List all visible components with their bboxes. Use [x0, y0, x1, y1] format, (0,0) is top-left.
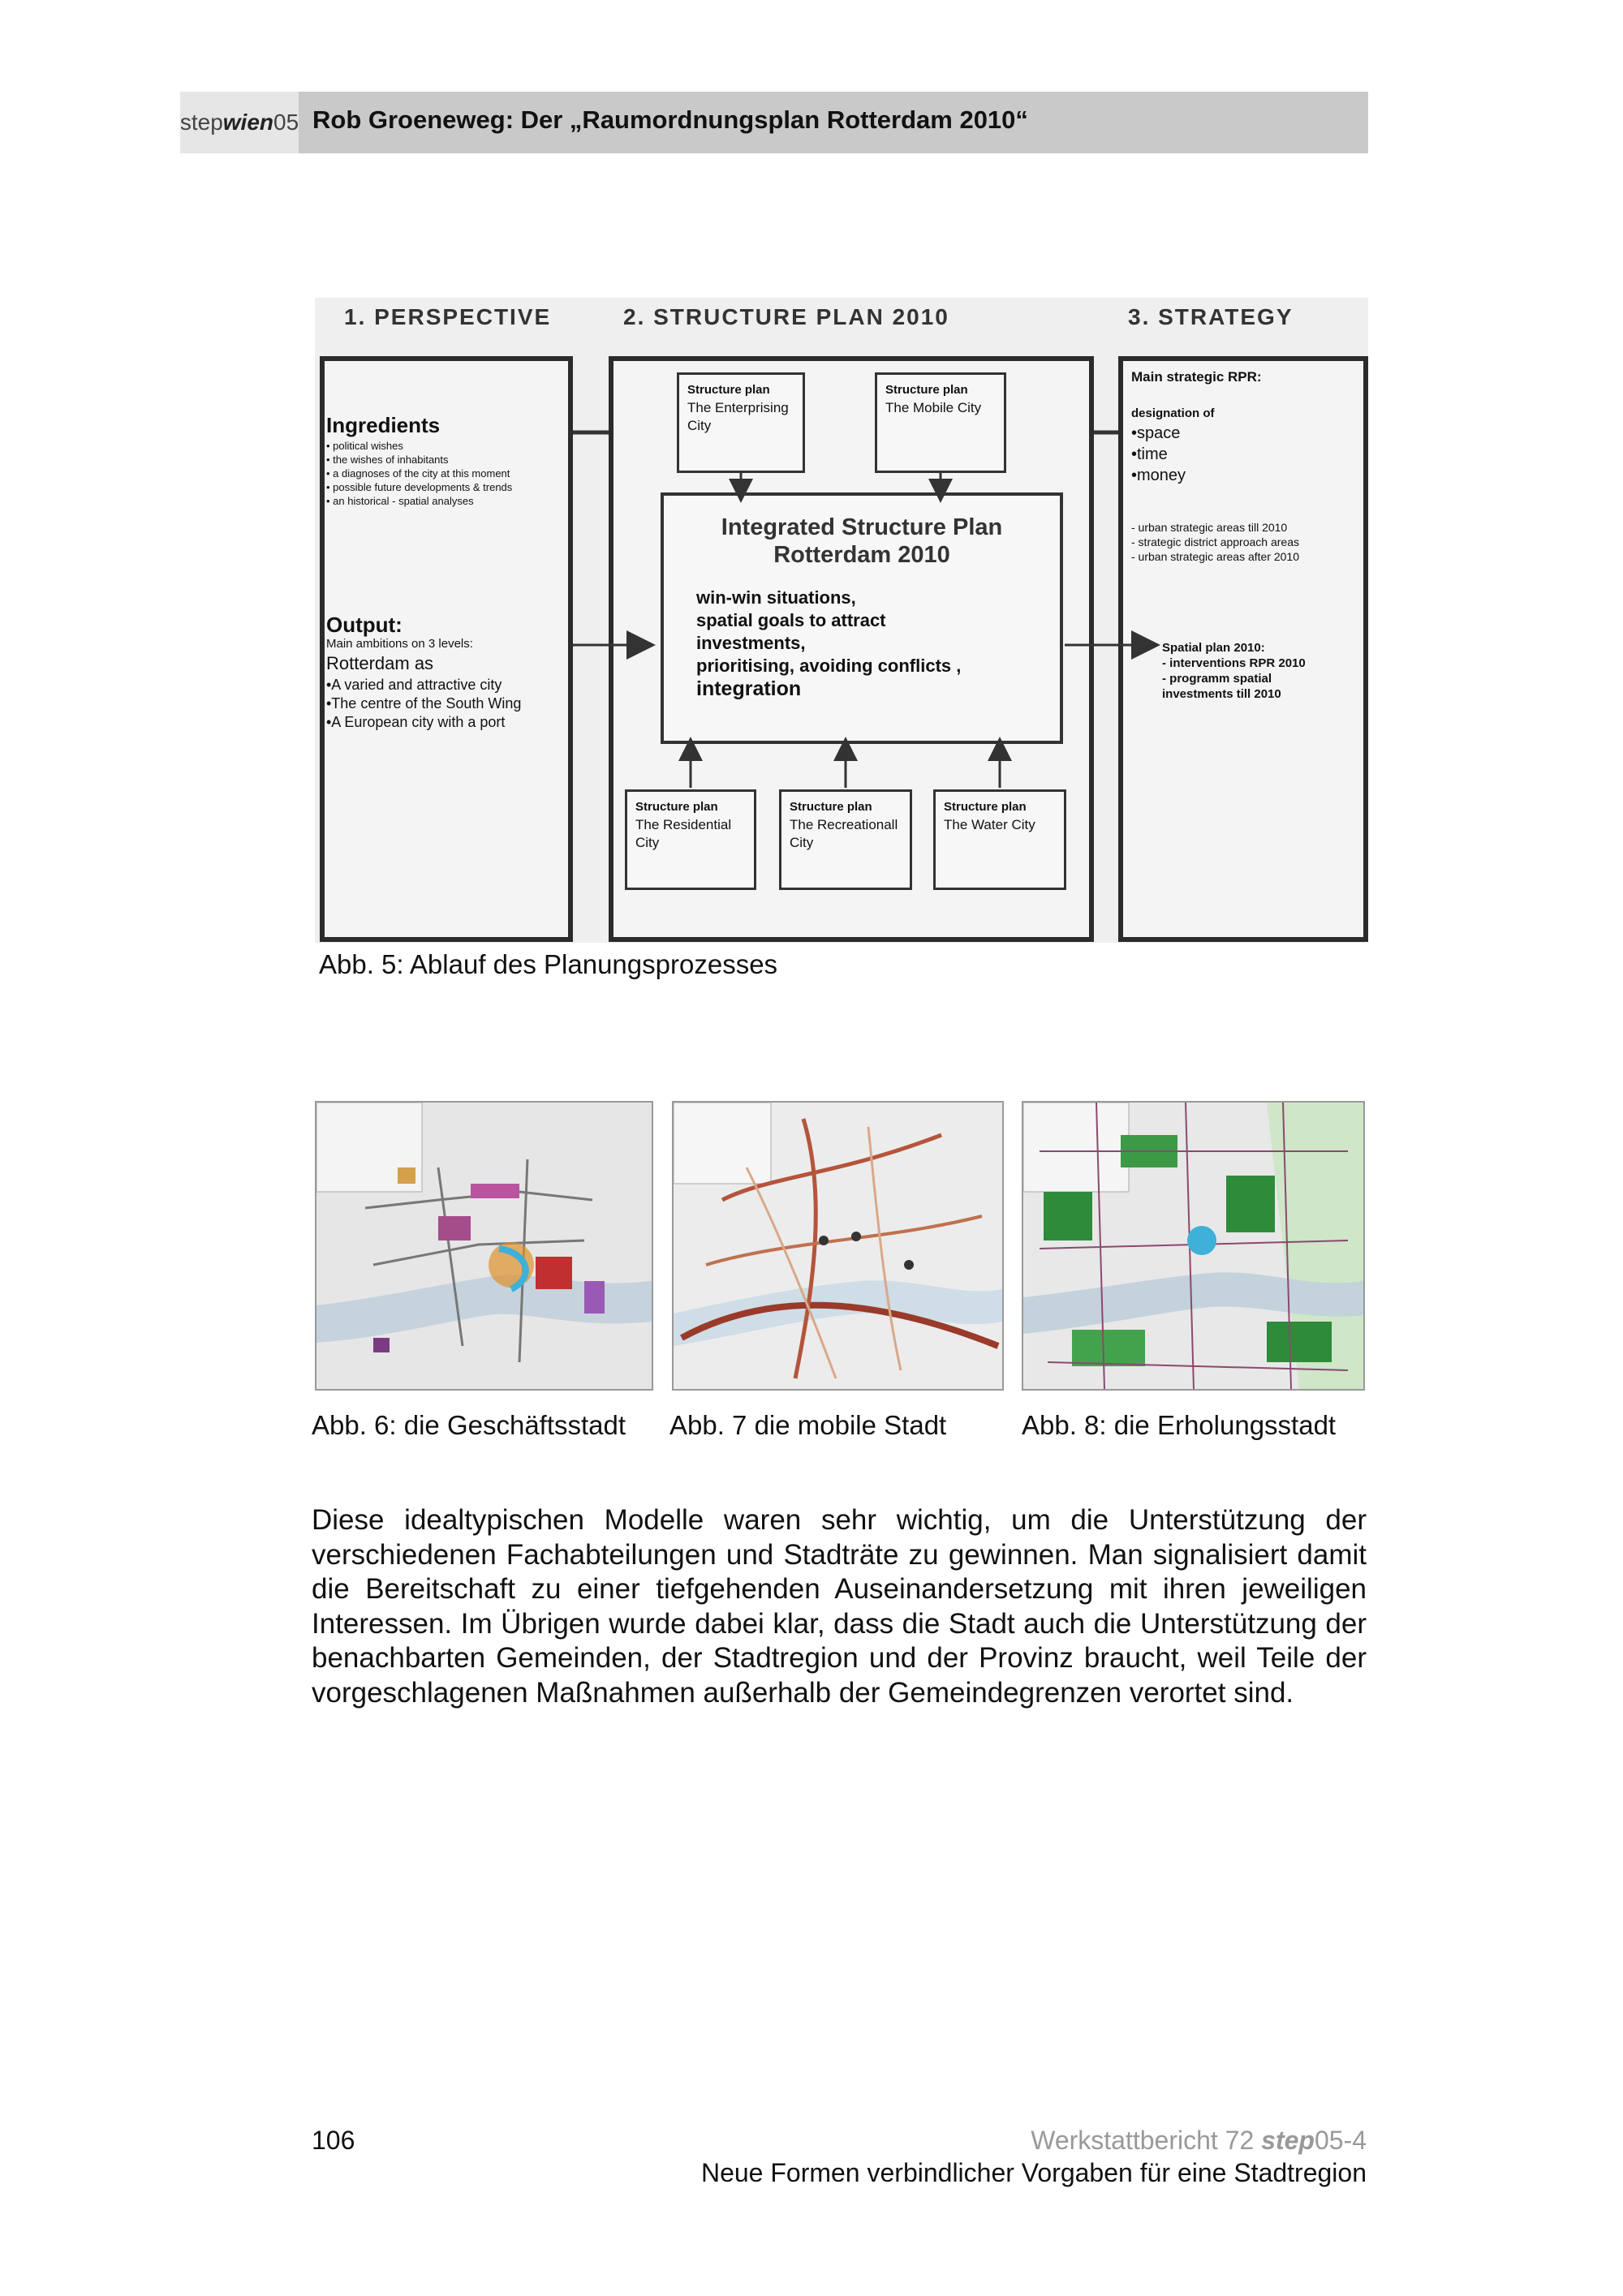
strategy-title: Main strategic RPR: — [1131, 369, 1262, 385]
output-title: Output: — [326, 613, 403, 637]
integrated-title-2: Rotterdam 2010 — [773, 542, 950, 568]
body-paragraph: Diese idealtypischen Modelle waren sehr wichtig, um die Unterstützung der verschiedenen Fachabteilungen und Stadträte zu gewinnen. Man signalisiert damit die Bereitschaft zu einer tiefgehenden Auseinandersetzung mit ihren jeweiligen Interessen. Im Übrigen wurde dabei klar, dass die Stadt auch die Unterstützung der benachbarten Gemeinden, der Stadtregion und der Provinz braucht, weil Teile der vorgeschlagenen Maßnahmen außerhalb der Gemeindegrenzen verortet sind. — [312, 1504, 1367, 1709]
sp-recreational-box: Structure plan The Recreationall City — [779, 789, 912, 890]
ingredients-list: • political wishes • the wishes of inhabitants • a diagnoses of the city at this moment • possible future developments & trends • an historical - spatial analyses — [326, 440, 513, 507]
fig5-caption: Abb. 5: Ablauf des Planungsprozesses — [319, 949, 778, 979]
ingredients-title: Ingredients — [326, 413, 441, 437]
step-wien-logo: stepwien05 — [180, 92, 299, 153]
business-city-map — [315, 1101, 653, 1391]
sp-water-box: Structure plan The Water City — [933, 789, 1066, 890]
panel-connectors — [315, 298, 1368, 943]
footer-subtitle: Neue Formen verbindlicher Vorgaben für eine Stadtregion — [700, 2158, 1367, 2187]
col-strategy-title: 3. STRATEGY — [1128, 304, 1294, 329]
output-sub: Main ambitions on 3 levels: — [326, 637, 473, 651]
integrated-goals: win-win situations, spatial goals to attract investments, prioritising, avoiding conflicts , integration — [696, 587, 962, 700]
header-title: Rob Groeneweg: Der „Raumordnungsplan Rotterdam 2010“ — [312, 105, 1028, 134]
mobile-city-map-graphic — [674, 1103, 1002, 1389]
fig8-caption: Abb. 8: die Erholungsstadt — [1022, 1410, 1337, 1440]
mobile-city-map — [672, 1101, 1004, 1391]
page-number: 106 — [312, 2126, 355, 2155]
fig7-caption: Abb. 7 die mobile Stadt — [669, 1410, 947, 1440]
output-list: •A varied and attractive city •The centre of the South Wing •A European city with a port — [326, 677, 522, 730]
spatial-plan: Spatial plan 2010: - interventions RPR 2010 - programm spatial investments till 2010 — [1162, 641, 1306, 701]
sp-residential-box: Structure plan The Residential City — [625, 789, 756, 890]
designation-list: •space •time •money — [1131, 424, 1186, 484]
business-city-map-graphic — [316, 1103, 652, 1389]
sp-enterprising-box: Structure plan The Enterprising City — [677, 372, 805, 473]
output-city: Rotterdam as — [326, 653, 434, 673]
recreational-city-map — [1022, 1101, 1365, 1391]
planning-process-diagram — [315, 298, 1368, 943]
recreational-city-map-graphic — [1023, 1103, 1363, 1389]
footer-series: Werkstattbericht 72 step05-4 — [1031, 2126, 1367, 2155]
integrated-title-1: Integrated Structure Plan — [721, 514, 1003, 540]
areas-list: - urban strategic areas till 2010 - strategic district approach areas - urban strategic areas after 2010 — [1131, 521, 1300, 563]
col-perspective-title: 1. PERSPECTIVE — [344, 304, 552, 329]
fig6-caption: Abb. 6: die Geschäftsstadt — [312, 1410, 626, 1440]
sp-mobile-box: Structure plan The Mobile City — [875, 372, 1006, 473]
designation-label: designation of — [1131, 406, 1215, 420]
col-structure-plan-title: 2. STRUCTURE PLAN 2010 — [623, 304, 949, 329]
